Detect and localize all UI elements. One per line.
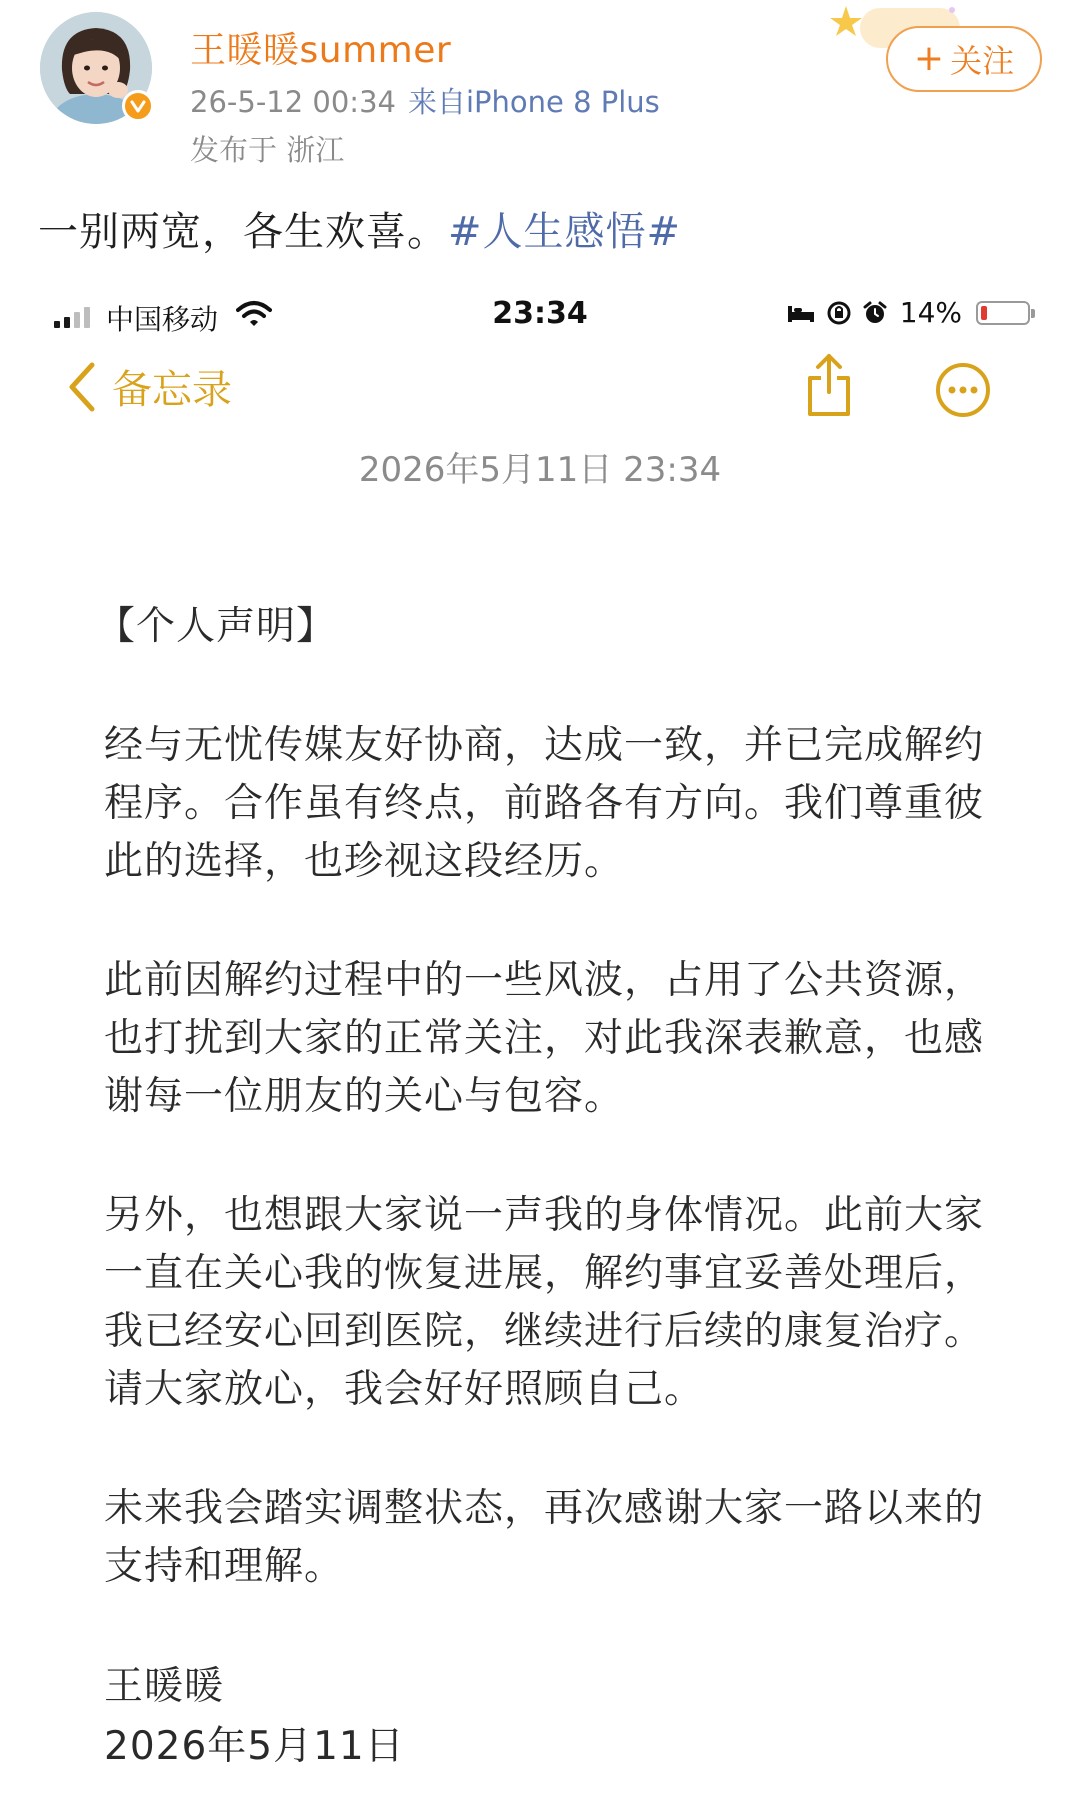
sleep-bed-icon bbox=[786, 302, 816, 324]
post-location: 发布于 浙江 bbox=[190, 133, 345, 167]
note-signature: 王暖暖 bbox=[104, 1664, 225, 1709]
alarm-icon bbox=[862, 300, 888, 326]
verified-badge-icon bbox=[122, 90, 154, 122]
status-time: 23:34 bbox=[492, 296, 588, 331]
post-body: 一别两宽，各生欢喜。 bbox=[38, 209, 448, 255]
more-options-icon[interactable] bbox=[935, 362, 991, 418]
note-paragraph: 经与无忧传媒友好协商，达成一致，并已完成解约程序。合作虽有终点，前路各有方向。我们尊重彼此的选择，也珍视这段经历。 bbox=[104, 723, 985, 884]
notes-nav-bar bbox=[0, 352, 1080, 432]
note-paragraph: 另外，也想跟大家说一声我的身体情况。此前大家一直在关心我的恢复进展，解约事宜妥善处理后，我已经安心回到医院，继续进行后续的康复治疗。请大家放心，我会好好照顾自己。 bbox=[104, 1193, 985, 1412]
note-sign-date: 2026年5月11日 bbox=[104, 1724, 405, 1769]
note-date: 2026年5月11日 23:34 bbox=[358, 450, 722, 490]
status-right-icons bbox=[786, 296, 1030, 329]
carrier-name: 中国移动 bbox=[106, 303, 219, 336]
chevron-left-icon bbox=[66, 361, 96, 413]
post-text bbox=[38, 200, 681, 257]
post-meta bbox=[190, 80, 660, 121]
hashtag-link[interactable]: #人生感悟# bbox=[448, 209, 682, 255]
back-label: 备忘录 bbox=[112, 367, 232, 413]
battery-icon bbox=[976, 301, 1030, 325]
follow-button[interactable] bbox=[886, 26, 1042, 92]
follow-label: 关注 bbox=[950, 42, 1015, 80]
share-icon[interactable] bbox=[804, 352, 854, 418]
note-paragraph: 此前因解约过程中的一些风波，占用了公共资源，也打扰到大家的正常关注，对此我深表歉意，也感谢每一位朋友的关心与包容。 bbox=[104, 958, 985, 1119]
post-source[interactable]: 来自iPhone 8 Plus bbox=[407, 85, 660, 119]
rotation-lock-icon bbox=[826, 300, 852, 326]
note-title: 【个人声明】 bbox=[96, 604, 337, 649]
username[interactable]: 王暖暖summer bbox=[190, 30, 452, 71]
phone-status-bar bbox=[0, 290, 1080, 346]
post-time: 26-5-12 00:34 bbox=[190, 85, 396, 119]
note-body bbox=[96, 598, 985, 1777]
plus-icon: + bbox=[913, 38, 945, 79]
back-button[interactable] bbox=[66, 358, 232, 415]
avatar[interactable] bbox=[40, 12, 152, 124]
battery-percent: 14% bbox=[899, 296, 962, 329]
note-paragraph: 未来我会踏实调整状态，再次感谢大家一路以来的支持和理解。 bbox=[104, 1486, 985, 1589]
